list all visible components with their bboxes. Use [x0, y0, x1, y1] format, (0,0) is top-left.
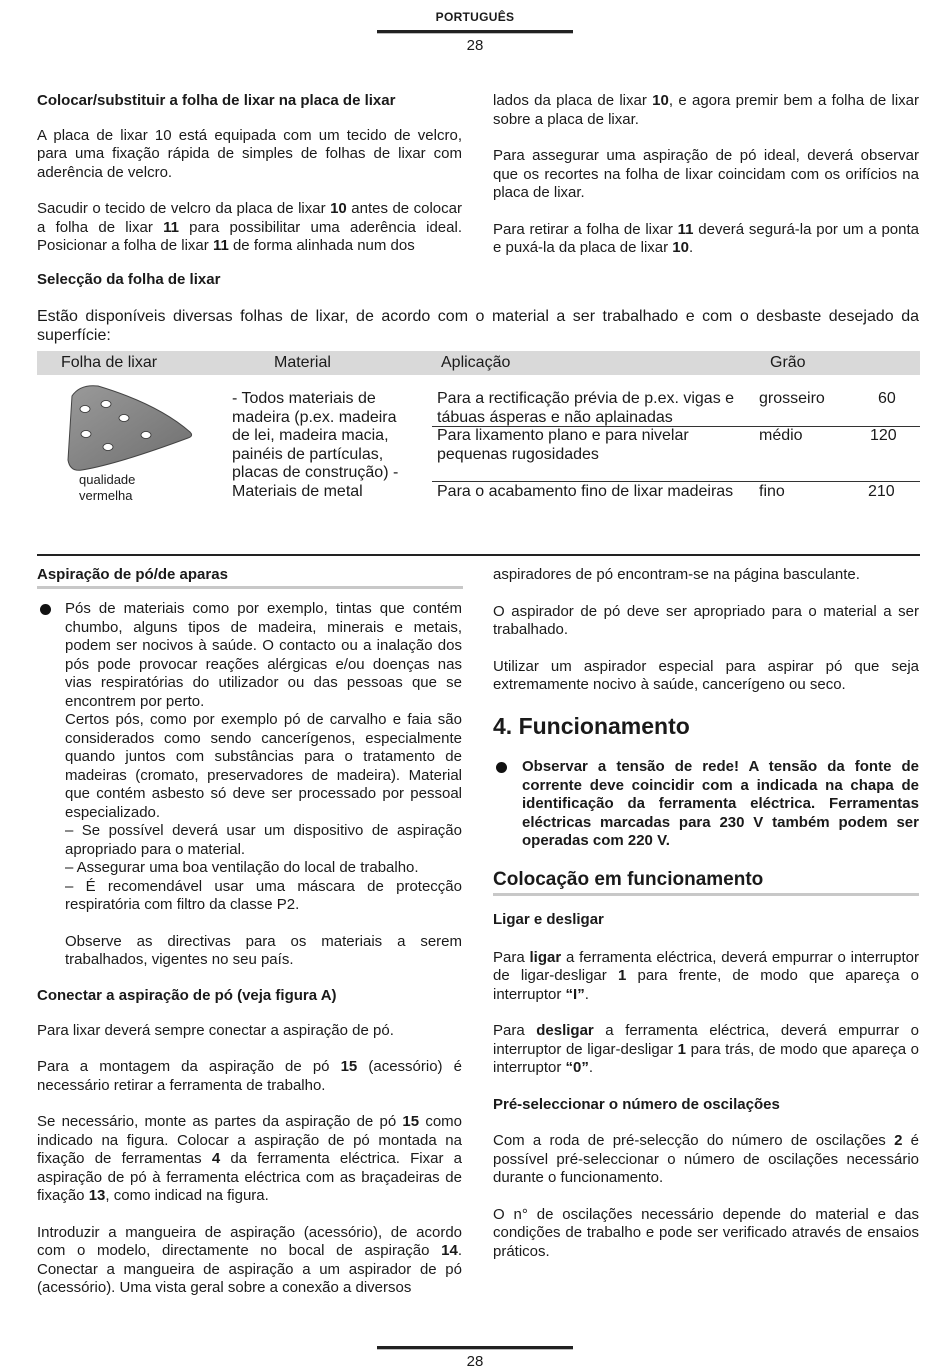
table-row: Para lixamento plano e para nivelar pequenas rugosidades	[437, 427, 689, 463]
selection-intro: Estão disponíveis diversas folhas de lixar, de acordo com o material a ser trabalhado e com o desbaste desejado da superfície:	[37, 308, 919, 344]
section-title-velcro: Colocar/substituir a folha de lixar na placa de lixar	[37, 92, 396, 109]
startup-block	[493, 911, 919, 1261]
dust-carcinogen-text: Certos pós, como por exemplo pó de carvalho e faia são considerados como sendo cancerígenos, especialmente quando juntos com substâncias para o tratamento de madeiras (cromato, preservadores de madeira). Material que contém asbesto só deve ser processado por pessoal especializado.	[65, 711, 462, 821]
connect-paragraph-3: Se necessário, monte as partes da aspiração de pó 15 como indicado na figura. Colocar a aspiração de pó montada na fixação de ferramentas 4 da ferramenta eléctrica. Fixar a aspiração de pó à ferramenta eléctrica com as braçadeiras de fixação 13, como indicad na figura.	[37, 1113, 462, 1204]
dust-dash-1: – Se possível deverá usar um dispositivo de aspiração apropriado para o material.	[65, 822, 462, 858]
table-row: Para o acabamento fino de lixar madeiras	[437, 483, 734, 500]
col-header-application: Aplicação	[441, 354, 511, 371]
grit-cell: 120	[870, 427, 897, 444]
grit-cell: 60	[878, 390, 896, 407]
subsection-title-startup: Colocação em funcionamento	[493, 869, 764, 890]
dust-directives: Observe as directivas para os materiais a serem trabalhados, vigentes no seu país.	[65, 932, 462, 968]
col-header-grit: Grão	[770, 354, 806, 371]
grade-cell: fino	[759, 483, 785, 500]
dust-dash-2: – Assegurar uma boa ventilação do local de trabalho.	[65, 859, 419, 876]
section-divider	[37, 554, 920, 556]
dust-warning-block	[65, 600, 462, 970]
sanding-sheet-image	[58, 382, 198, 477]
page-number-bottom: 28	[466, 1353, 484, 1370]
dust-dash-3: – É recomendável usar uma máscara de protecção respiratória com filtro da classe P2.	[65, 877, 462, 913]
header-rule	[377, 30, 573, 33]
dust-connect-block	[37, 987, 462, 1298]
velcro-paragraph-2: Sacudir o tecido de velcro da placa de lixar 10 antes de colocar a folha de lixar 11 para possibilitar uma aderência ideal. Posicionar a folha de lixar 11 de forma alinhada num dos	[37, 200, 462, 254]
sheet-quality-label: qualidade vermelha	[79, 472, 136, 503]
dust-bullet-text: Pós de materiais como por exemplo, tintas que contém chumbo, alguns tipos de madeira, minerais e metais, podem ser nocivos à saúde. O contacto ou a inalação dos pós pode provocar reações alérgicas e/ou doenças nas vias respiratórias do utilizador ou das pessoas que se encontrem por perto.	[65, 600, 462, 710]
oscillation-paragraph-2: O n° de oscilações necessário depende do material e das condições de trabalho e pode ser verificado através de ensaios práticos.	[493, 1205, 919, 1260]
velcro-paragraph-4: Para retirar a folha de lixar 11 deverá segurá-la por um a ponta e puxá-la da placa de lixar 10.	[493, 220, 919, 256]
vacuum-suitability: O aspirador de pó deve ser apropriado para o material a ser trabalhado.	[493, 602, 919, 638]
oscillation-paragraph-1: Com a roda de pré-selecção do número de oscilações 2 é possível pré-seleccionar o número de oscilações necessário durante o funcionamento.	[493, 1132, 919, 1186]
footer-rule	[377, 1346, 573, 1349]
section-velcro-left	[37, 92, 462, 256]
title-underline	[37, 586, 463, 589]
grade-cell: grosseiro	[759, 390, 825, 407]
voltage-warning: Observar a tensão de rede! A tensão da fonte de corrente deve coincidir com a indicada na chapa de identificação da ferramenta eléctrica. Ferramentas eléctricas marcadas para 230 V também podem ser operadas com 220 V.	[522, 758, 919, 849]
connect-paragraph-2: Para a montagem da aspiração de pó 15 (acessório) é necessário retirar a ferramenta de trabalho.	[37, 1058, 462, 1094]
table-row: Para a rectificação prévia de p.ex. vigas e tábuas ásperas e não aplainadas	[437, 390, 735, 426]
bullet-icon	[496, 762, 507, 773]
page-number-top: 28	[466, 37, 484, 54]
velcro-paragraph-2-cont: lados da placa de lixar 10, e agora premir bem a folha de lixar sobre a placa de lixar.	[493, 92, 919, 128]
section-title-operation: 4. Funcionamento	[493, 713, 690, 739]
switch-off-text: Para desligar a ferramenta eléctrica, deverá empurrar o interruptor de ligar-desligar 1 para trás, de modo que apareça o interruptor “0”.	[493, 1022, 920, 1076]
bullet-icon	[40, 604, 51, 615]
table-header-row	[37, 351, 920, 375]
grit-cell: 210	[868, 483, 895, 500]
material-cell: - Todos materiais de madeira (p.ex. madeira de lei, madeira macia, painéis de partículas, placas de construção) - Materiais de metal	[232, 390, 399, 500]
row-divider	[432, 481, 920, 482]
subsection-title-connect: Conectar a aspiração de pó (veja figura A)	[37, 987, 337, 1004]
vacuum-special: Utilizar um aspirador especial para aspirar pó que seja extremamente nocivo à saúde, cancerígeno ou seco.	[493, 657, 919, 693]
connect-paragraph-4-cont: aspiradores de pó encontram-se na página basculante.	[493, 566, 860, 583]
section-velcro-right	[493, 92, 919, 276]
dust-right-column	[493, 566, 919, 713]
connect-paragraph-1: Para lixar deverá sempre conectar a aspiração de pó.	[37, 1021, 394, 1039]
velcro-paragraph-1: A placa de lixar 10 está equipada com um tecido de velcro, para uma fixação rápida de simples de folhas de lixar com aderência de velcro.	[37, 126, 462, 181]
section-title-selection: Selecção da folha de lixar	[37, 271, 221, 288]
velcro-paragraph-3: Para assegurar uma aspiração de pó ideal, deverá observar que os recortes na folha de lixar coincidam com os orifícios na placa de lixar.	[493, 147, 919, 201]
switch-on-text: Para ligar a ferramenta eléctrica, deverá empurrar o interruptor de ligar-desligar 1 para frente, de modo que apareça o interruptor “I”.	[493, 948, 919, 1003]
col-header-sheet: Folha de lixar	[61, 354, 158, 371]
section-title-dust: Aspiração de pó/de aparas	[37, 566, 228, 583]
connect-paragraph-4: Introduzir a mangueira de aspiração (acessório), de acordo com o modelo, directamente no bocal de aspiração 14. Conectar a mangueira de aspiração a um aspirador de pó (acessório). Uma vista geral sobre a conexão a diversos	[37, 1223, 462, 1296]
language-label: PORTUGUÊS	[435, 10, 515, 24]
grade-cell: médio	[759, 427, 803, 444]
col-header-material: Material	[274, 354, 331, 371]
title-underline	[493, 893, 919, 896]
oscillation-title: Pré-seleccionar o número de oscilações	[493, 1095, 780, 1113]
onoff-title: Ligar e desligar	[493, 911, 604, 928]
